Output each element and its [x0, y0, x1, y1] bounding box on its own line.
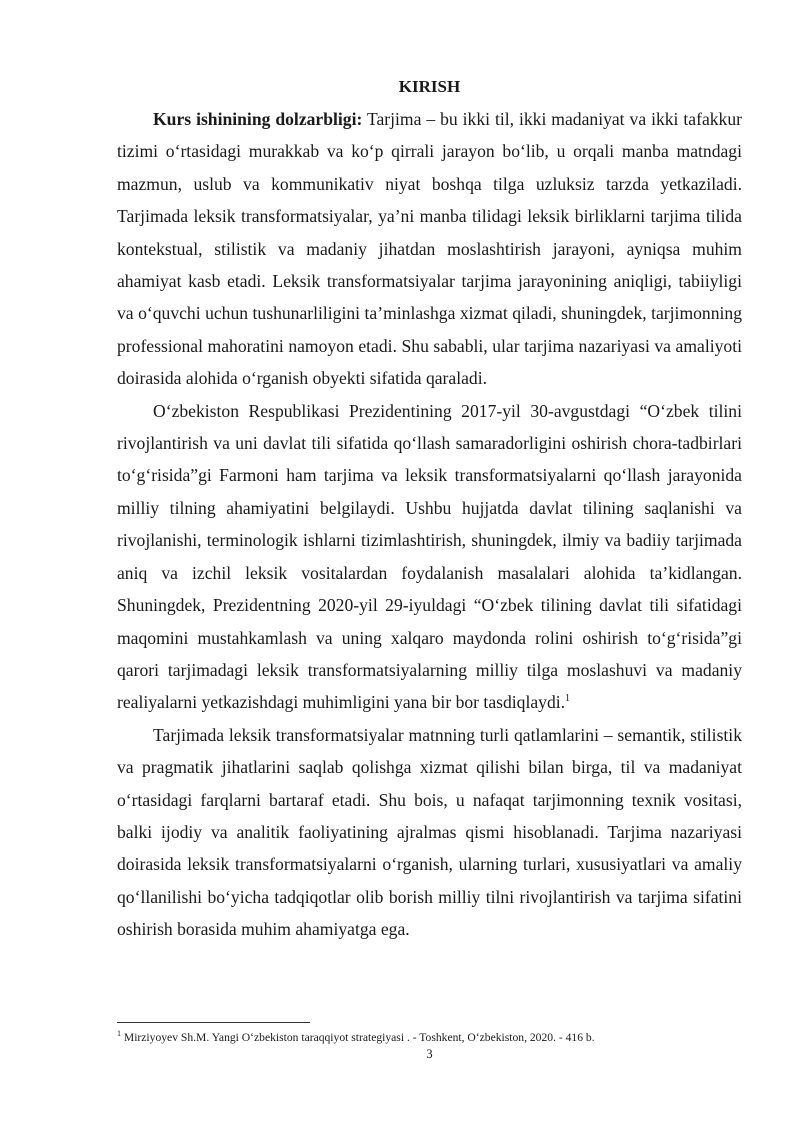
paragraph-decree: [117, 395, 742, 719]
document-page: [117, 0, 742, 1131]
footnote-marker: 1: [117, 1029, 121, 1039]
paragraph-relevance: [117, 103, 742, 395]
footnote-separator: [117, 1022, 310, 1023]
paragraph-text: Tarjimada leksik transformatsiyalar matnning turli qatlamlarini – semantik, stilistik va pragmatik jihatlarini saqlab qolishga xizmat qilishi bilan birga, til va madaniyat oʻrtasidagi farqlarni bartaraf etadi. Shu bois, u nafaqat tarjimonning texnik vositasi, balki ijodiy va analitik faoliyatining ajralmas qismi hisoblanadi. Tarjima nazariyasi doirasida leksik transformatsiyalarni oʻrganish, ularning turlari, xususiyatlari va amaliy qoʻllanilishi boʻyicha tadqiqotlar olib borish milliy tilni rivojlantirish va tarjima sifatini oshirish borasida muhim ahamiyatga ega.: [117, 724, 742, 940]
footnote: [117, 1031, 742, 1045]
footnote-text: Mirziyoyev Sh.M. Yangi Oʻzbekiston taraqqiyot strategiyasi . - Toshkent, Oʻzbekiston, 2020. - 416 b.: [121, 1031, 595, 1044]
paragraph-text: Tarjima – bu ikki til, ikki madaniyat va ikki tafakkur tizimi oʻrtasidagi murakkab va koʻp qirrali jarayon boʻlib, u orqali manba matndagi mazmun, uslub va kommunikativ niyat boshqa tilga uzluksiz tarzda yetkaziladi. Tarjimada leksik transformatsiyalar, ya’ni manba tilidagi leksik birliklarni tarjima tilida kontekstual, stilistik va madaniy jihatdan moslashtirish jarayoni, ayniqsa muhim ahamiyat kasb etadi. Leksik transformatsiyalar tarjima jarayonining aniqligi, tabiiyligi va oʻquvchi uchun tushunarliligini ta’minlashga xizmat qiladi, shuningdek, tarjimonning professional mahoratini namoyon etadi. Shu sababli, ular tarjima nazariyasi va amaliyoti doirasida alohida oʻrganish obyekti sifatida qaraladi.: [117, 109, 742, 389]
body-text: [117, 103, 742, 946]
paragraph-text: Oʻzbekiston Respublikasi Prezidentining 2017-yil 30-avgustdagi “Oʻzbek tilini rivojlantirish va uni davlat tili sifatida qoʻllash samaradorligini oshirish chora-tadbirlari toʻgʻrisida”gi Farmoni ham tarjima va leksik transformatsiyalarni qoʻllash jarayonida milliy tilning ahamiyatini belgilaydi. Ushbu hujjatda davlat tilining saqlanishi va rivojlanishi, terminologik ishlarni tizimlashtirish, shuningdek, ilmiy va badiiy tarjimada aniq va izchil leksik vositalardan foydalanish masalalari alohida ta’kidlangan. Shuningdek, Prezidentning 2020-yil 29-iyuldagi “Oʻzbek tilining davlat tili sifatidagi maqomini mustahkamlash va uning xalqaro maydonda rolini oshirish toʻgʻrisida”gi qarori tarjimadagi leksik transformatsiyalarning milliy tilga moslashuvi va madaniy realiyalarni yetkazishdagi muhimligini yana bir bor tasdiqlaydi.: [117, 400, 742, 713]
paragraph-transformations: [117, 719, 742, 946]
footnote-reference[interactable]: 1: [565, 693, 571, 705]
page-number: 3: [426, 1047, 433, 1061]
section-heading: KIRISH: [398, 77, 461, 96]
paragraph-lead: Kurs ishinining dolzarbligi:: [153, 109, 363, 129]
